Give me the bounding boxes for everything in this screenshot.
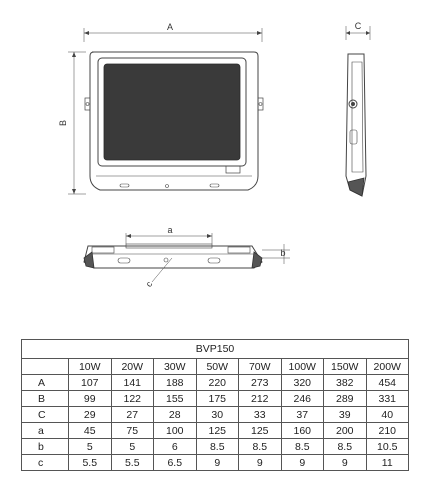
- column-header: 20W: [111, 359, 154, 375]
- dim-label-c: c: [143, 279, 155, 289]
- table-cell: 11: [366, 455, 409, 471]
- table-cell: 6: [154, 439, 197, 455]
- dim-label-a: a: [167, 225, 173, 235]
- table-cell: 10.5: [366, 439, 409, 455]
- table-cell: 5.5: [111, 455, 154, 471]
- table-cell: 30: [196, 407, 239, 423]
- row-label: a: [22, 423, 69, 439]
- table-cell: 8.5: [281, 439, 324, 455]
- table-cell: 125: [196, 423, 239, 439]
- table-cell: 29: [69, 407, 112, 423]
- table-cell: 9: [239, 455, 282, 471]
- table-cell: 273: [239, 375, 282, 391]
- column-header: 200W: [366, 359, 409, 375]
- table-cell: 141: [111, 375, 154, 391]
- table-cell: 122: [111, 391, 154, 407]
- table-body: [22, 375, 409, 471]
- table-cell: 9: [196, 455, 239, 471]
- dim-label-C: C: [354, 21, 362, 31]
- table-cell: 320: [281, 375, 324, 391]
- table-cell: 454: [366, 375, 409, 391]
- table-cell: 39: [324, 407, 367, 423]
- table-cell: 9: [281, 455, 324, 471]
- table-cell: 200: [324, 423, 367, 439]
- table-cell: 33: [239, 407, 282, 423]
- table-cell: 28: [154, 407, 197, 423]
- table-cell: 188: [154, 375, 197, 391]
- column-header: 50W: [196, 359, 239, 375]
- table-cell: 160: [281, 423, 324, 439]
- table-cell: 45: [69, 423, 112, 439]
- table-cell: 382: [324, 375, 367, 391]
- table-cell: 99: [69, 391, 112, 407]
- column-header: 100W: [281, 359, 324, 375]
- table-head: [22, 340, 409, 375]
- table-row: [22, 375, 409, 391]
- row-label: C: [22, 407, 69, 423]
- table-cell: 212: [239, 391, 282, 407]
- table-cell: 100: [154, 423, 197, 439]
- table-cell: 331: [366, 391, 409, 407]
- table-cell: 9: [324, 455, 367, 471]
- table-row: [22, 407, 409, 423]
- table-cell: 289: [324, 391, 367, 407]
- table-cell: 5: [69, 439, 112, 455]
- table-cell: 8.5: [324, 439, 367, 455]
- table-cell: 27: [111, 407, 154, 423]
- table-cell: 8.5: [239, 439, 282, 455]
- column-header: 10W: [69, 359, 112, 375]
- table-title-row: [22, 340, 409, 359]
- header-corner: [22, 359, 69, 375]
- dim-label-B: B: [58, 119, 68, 127]
- table-cell: 5.5: [69, 455, 112, 471]
- column-header: 30W: [154, 359, 197, 375]
- table-cell: 125: [239, 423, 282, 439]
- table-cell: 220: [196, 375, 239, 391]
- dim-label-b: b: [280, 248, 286, 258]
- table-row: [22, 423, 409, 439]
- table-cell: 155: [154, 391, 197, 407]
- table-row: [22, 439, 409, 455]
- table-header-row: [22, 359, 409, 375]
- table-cell: 175: [196, 391, 239, 407]
- row-label: c: [22, 455, 69, 471]
- column-header: 70W: [239, 359, 282, 375]
- spec-table: [21, 339, 409, 471]
- table-cell: 5: [111, 439, 154, 455]
- table-cell: 210: [366, 423, 409, 439]
- column-header: 150W: [324, 359, 367, 375]
- row-label: B: [22, 391, 69, 407]
- dim-label-A: A: [166, 22, 174, 32]
- table-cell: 75: [111, 423, 154, 439]
- table-cell: 8.5: [196, 439, 239, 455]
- table-title: BVP150: [22, 340, 409, 359]
- row-label: b: [22, 439, 69, 455]
- table-cell: 40: [366, 407, 409, 423]
- table-cell: 107: [69, 375, 112, 391]
- table-row: [22, 391, 409, 407]
- row-label: A: [22, 375, 69, 391]
- table-cell: 246: [281, 391, 324, 407]
- table-cell: 6.5: [154, 455, 197, 471]
- table-row: [22, 455, 409, 471]
- table-cell: 37: [281, 407, 324, 423]
